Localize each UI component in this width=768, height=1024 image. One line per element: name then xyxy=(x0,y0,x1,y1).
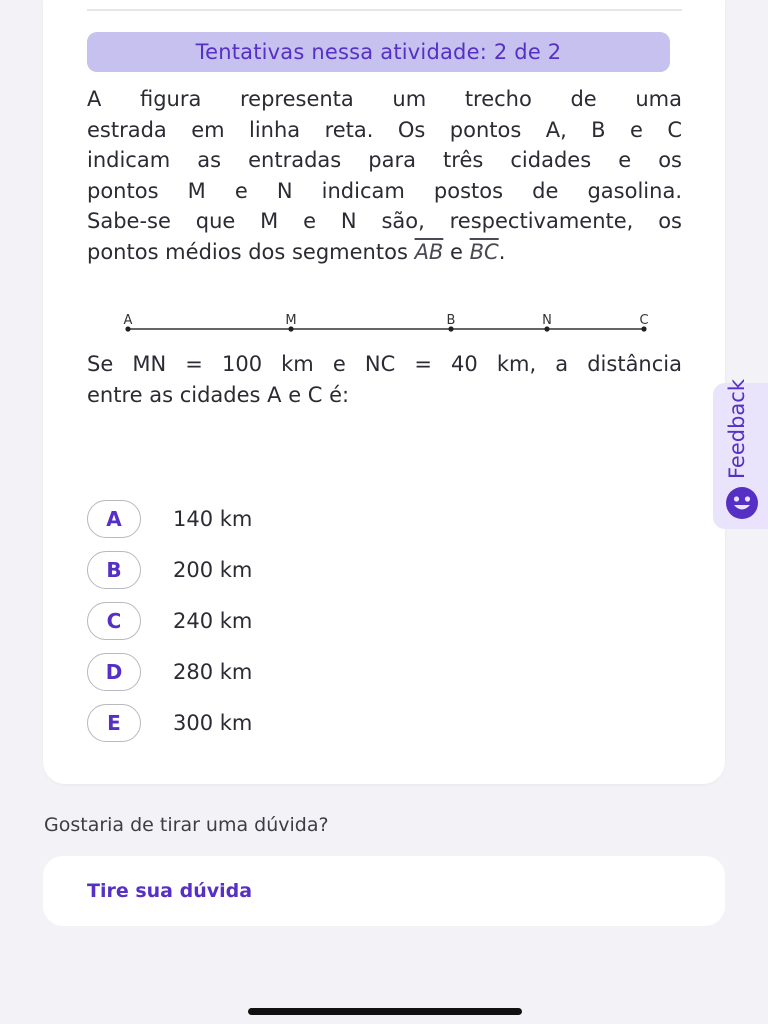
point-label-b: B xyxy=(446,313,456,328)
question-prompt-line: Se MN = 100 km e NC = 40 km, a distância xyxy=(87,352,682,376)
option-a[interactable] xyxy=(87,499,487,539)
option-e[interactable] xyxy=(87,703,487,743)
question-line-suffix: . xyxy=(498,239,506,264)
option-letter-badge: D xyxy=(87,653,141,691)
question-line: pontos M e N indicam postos de gasolina. xyxy=(87,178,682,203)
question-line: estrada em linha reta. Os pontos A, B e C xyxy=(87,117,682,142)
option-b[interactable] xyxy=(87,550,487,590)
feedback-tab[interactable] xyxy=(713,378,768,529)
question-line xyxy=(87,237,682,268)
point-label-c: C xyxy=(639,313,649,328)
question-prompt xyxy=(87,349,682,410)
smiley-icon xyxy=(725,486,759,520)
question-line: Sabe-se que M e N são, respectivamente, os xyxy=(87,209,682,233)
question-text xyxy=(87,84,682,267)
option-letter-badge: A xyxy=(87,500,141,538)
attempts-banner xyxy=(87,32,670,72)
point-label-a: A xyxy=(123,313,133,328)
option-letter-badge: B xyxy=(87,551,141,589)
question-line: A figura representa um trecho de uma xyxy=(87,87,682,111)
question-prompt-line: entre as cidades A e C é: xyxy=(87,382,350,407)
option-c[interactable] xyxy=(87,601,487,641)
option-letter-badge: C xyxy=(87,602,141,640)
point-label-n: N xyxy=(542,313,552,328)
option-d[interactable] xyxy=(87,652,487,692)
attempts-label: Tentativas nessa atividade: 2 de 2 xyxy=(195,40,562,64)
doubt-card[interactable] xyxy=(43,856,725,926)
option-text: 200 km xyxy=(173,558,253,582)
segment-ab: $\overline{AB}$ xyxy=(414,239,444,264)
feedback-label: Feedback xyxy=(725,378,749,479)
point-label-m: M xyxy=(285,313,297,328)
question-line: indicam as entradas para três cidades e os xyxy=(87,148,682,172)
option-text: 240 km xyxy=(173,609,253,633)
doubt-title: Gostaria de tirar uma dúvida? xyxy=(44,814,329,836)
ask-question-link[interactable]: Tire sua dúvida xyxy=(87,880,253,902)
segment-connector: e xyxy=(443,239,470,264)
home-indicator[interactable] xyxy=(248,1008,522,1015)
option-letter-badge: E xyxy=(87,704,141,742)
option-text: 140 km xyxy=(173,507,253,531)
option-text: 280 km xyxy=(173,660,253,684)
option-text: 300 km xyxy=(173,711,253,735)
divider xyxy=(87,9,682,11)
question-line-prefix: pontos médios dos segmentos xyxy=(87,239,415,264)
road-figure xyxy=(118,308,658,338)
segment-bc: $\overline{BC}$ xyxy=(469,239,499,264)
